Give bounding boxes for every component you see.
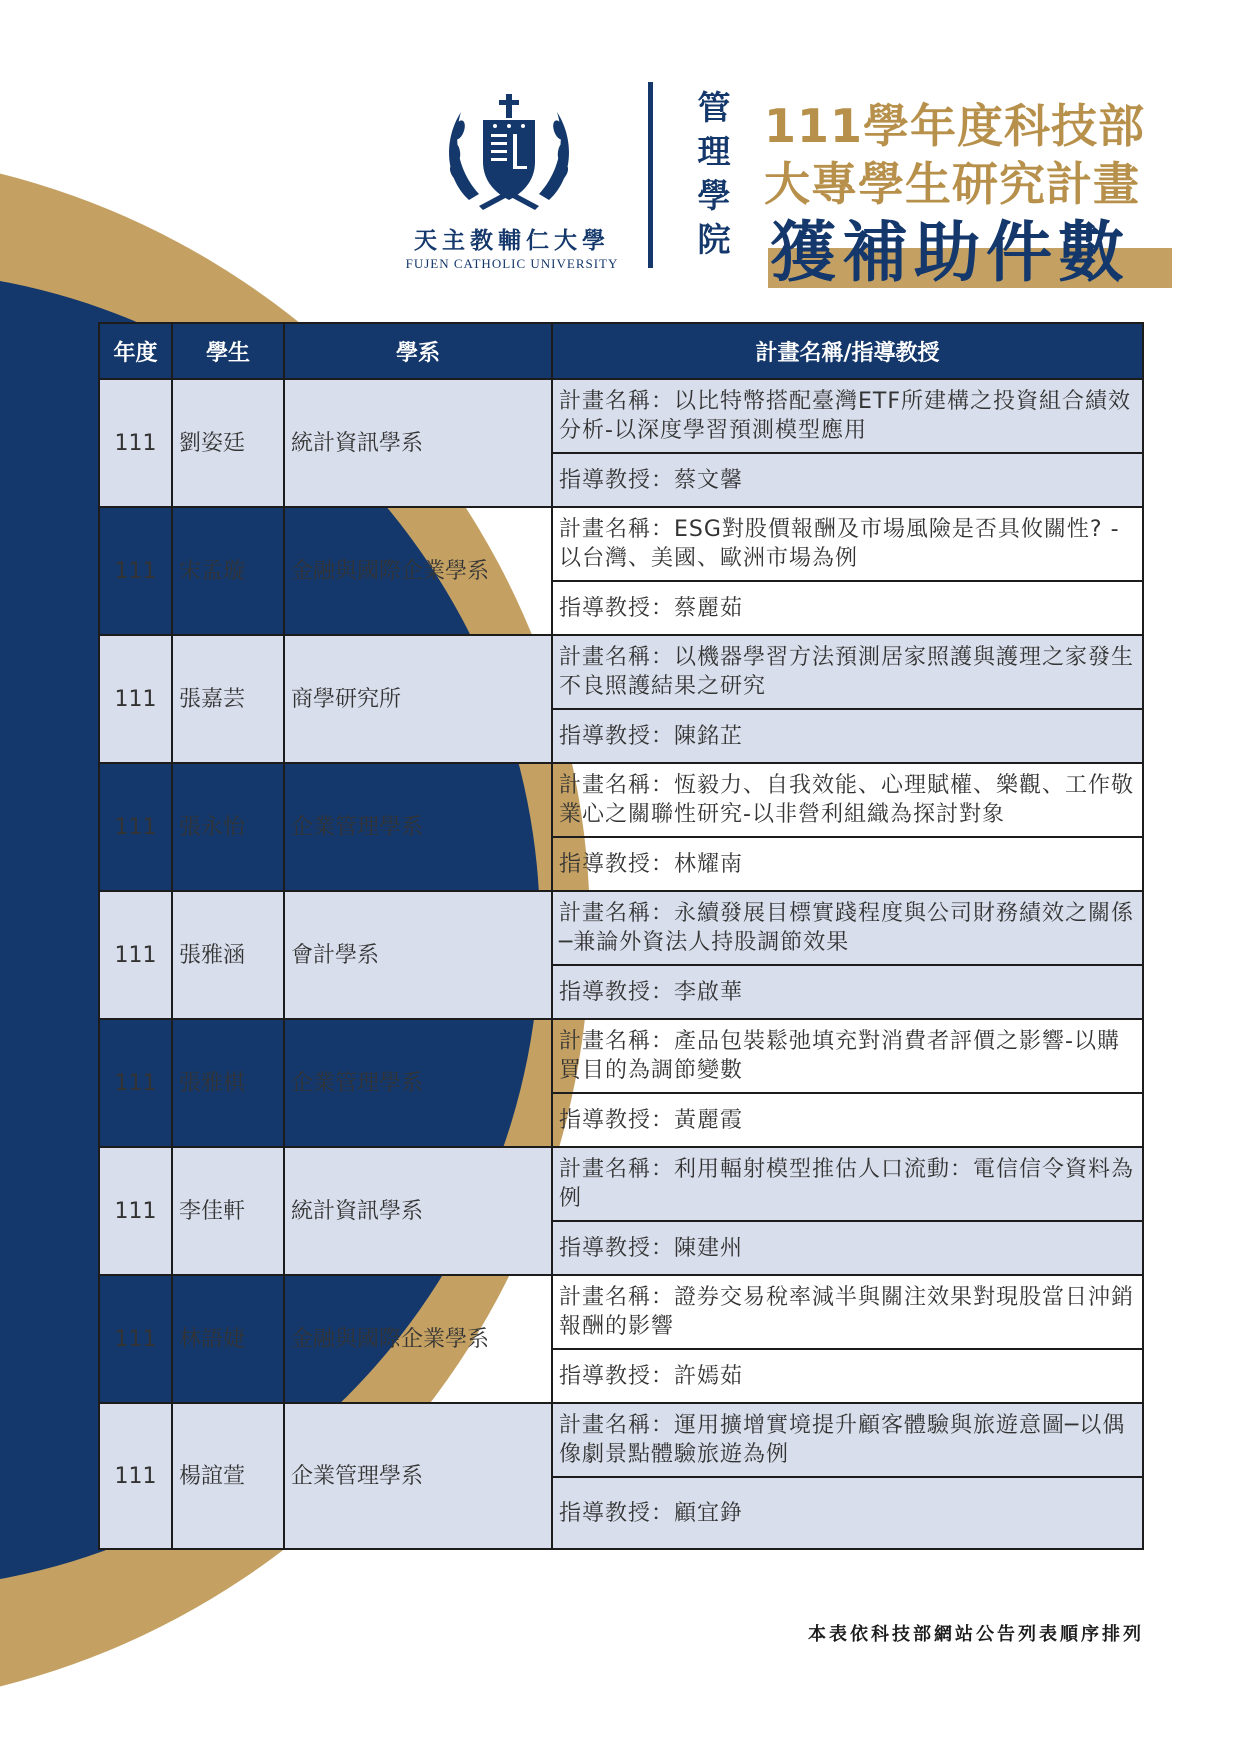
header-project-advisor: 計畫名稱/指導教授 xyxy=(552,323,1143,379)
department-cell: 企業管理學系 xyxy=(284,763,552,891)
advisor-cell: 指導教授：蔡文馨 xyxy=(552,453,1143,507)
advisor-cell: 指導教授：蔡麗茹 xyxy=(552,581,1143,635)
department-cell: 商學研究所 xyxy=(284,635,552,763)
project-cell: 計畫名稱：運用擴增實境提升顧客體驗與旅遊意圖─以偶像劇景點體驗旅遊為例 xyxy=(552,1403,1143,1477)
award-label: 獲補助件數 xyxy=(770,213,1130,291)
year-cell: 111 xyxy=(99,379,172,507)
university-name-en: FUJEN CATHOLIC UNIVERSITY xyxy=(405,256,619,271)
header-department: 學系 xyxy=(284,323,552,379)
project-cell: 計畫名稱：ESG對股價報酬及市場風險是否具攸關性? -以台灣、美國、歐洲市場為例 xyxy=(552,507,1143,581)
student-cell: 劉姿廷 xyxy=(172,379,284,507)
advisor-cell: 指導教授：陳建州 xyxy=(552,1221,1143,1275)
table-row xyxy=(99,1147,1143,1221)
student-cell: 楊誼萱 xyxy=(172,1403,284,1549)
footnote: 本表依科技部網站公告列表順序排列 xyxy=(808,1624,1144,1645)
student-cell: 林語婕 xyxy=(172,1275,284,1403)
table-row xyxy=(99,1403,1143,1477)
project-cell: 計畫名稱：以機器學習方法預測居家照護與護理之家發生不良照護結果之研究 xyxy=(552,635,1143,709)
student-cell: 張雅棋 xyxy=(172,1019,284,1147)
grants-table xyxy=(98,322,1144,1550)
header-year: 年度 xyxy=(99,323,172,379)
table-row xyxy=(99,379,1143,453)
year-cell: 111 xyxy=(99,1019,172,1147)
project-cell: 計畫名稱：證券交易稅率減半與關注效果對現股當日沖銷報酬的影響 xyxy=(552,1275,1143,1349)
year-cell: 111 xyxy=(99,1147,172,1275)
advisor-cell: 指導教授：黃麗霞 xyxy=(552,1093,1143,1147)
project-cell: 計畫名稱：以比特幣搭配臺灣ETF所建構之投資組合績效分析-以深度學習預測模型應用 xyxy=(552,379,1143,453)
header-divider xyxy=(648,82,653,268)
student-cell: 張永怡 xyxy=(172,763,284,891)
table-row xyxy=(99,507,1143,581)
title-line-1: 111學年度科技部 xyxy=(764,99,1146,153)
department-cell: 企業管理學系 xyxy=(284,1019,552,1147)
advisor-cell: 指導教授：李啟華 xyxy=(552,965,1143,1019)
year-cell: 111 xyxy=(99,891,172,1019)
department-cell: 統計資訊學系 xyxy=(284,1147,552,1275)
student-cell: 張雅涵 xyxy=(172,891,284,1019)
project-cell: 計畫名稱：永續發展目標實踐程度與公司財務績效之關係─兼論外資法人持股調節效果 xyxy=(552,891,1143,965)
year-cell: 111 xyxy=(99,763,172,891)
title-line-2: 大專學生研究計畫 xyxy=(764,157,1140,211)
advisor-cell: 指導教授：顧宜錚 xyxy=(552,1477,1143,1549)
year-cell: 111 xyxy=(99,635,172,763)
header-student: 學生 xyxy=(172,323,284,379)
table-row xyxy=(99,1275,1143,1349)
year-cell: 111 xyxy=(99,1275,172,1403)
university-logo xyxy=(378,90,640,218)
student-cell: 李佳軒 xyxy=(172,1147,284,1275)
university-name-cn: 天主教輔仁大學 xyxy=(414,227,610,254)
department-cell: 金融與國際企業學系 xyxy=(284,1275,552,1403)
project-cell: 計畫名稱：產品包裝鬆弛填充對消費者評價之影響-以購買目的為調節變數 xyxy=(552,1019,1143,1093)
table-row xyxy=(99,1019,1143,1093)
table-row xyxy=(99,763,1143,837)
department-cell: 金融與國際企業學系 xyxy=(284,507,552,635)
advisor-cell: 指導教授：許嫣茹 xyxy=(552,1349,1143,1403)
college-name: 管理學院 xyxy=(697,88,731,259)
department-cell: 企業管理學系 xyxy=(284,1403,552,1549)
project-cell: 計畫名稱：利用輻射模型推估人口流動：電信信令資料為例 xyxy=(552,1147,1143,1221)
year-cell: 111 xyxy=(99,1403,172,1549)
department-cell: 統計資訊學系 xyxy=(284,379,552,507)
table-row xyxy=(99,635,1143,709)
department-cell: 會計學系 xyxy=(284,891,552,1019)
advisor-cell: 指導教授：林耀南 xyxy=(552,837,1143,891)
project-cell: 計畫名稱：恆毅力、自我效能、心理賦權、樂觀、工作敬業心之關聯性研究-以非營利組織為探討對象 xyxy=(552,763,1143,837)
student-cell: 張嘉芸 xyxy=(172,635,284,763)
table-header-row xyxy=(99,323,1143,379)
student-cell: 宋孟璇 xyxy=(172,507,284,635)
table-row xyxy=(99,891,1143,965)
advisor-cell: 指導教授：陳銘芷 xyxy=(552,709,1143,763)
year-cell: 111 xyxy=(99,507,172,635)
